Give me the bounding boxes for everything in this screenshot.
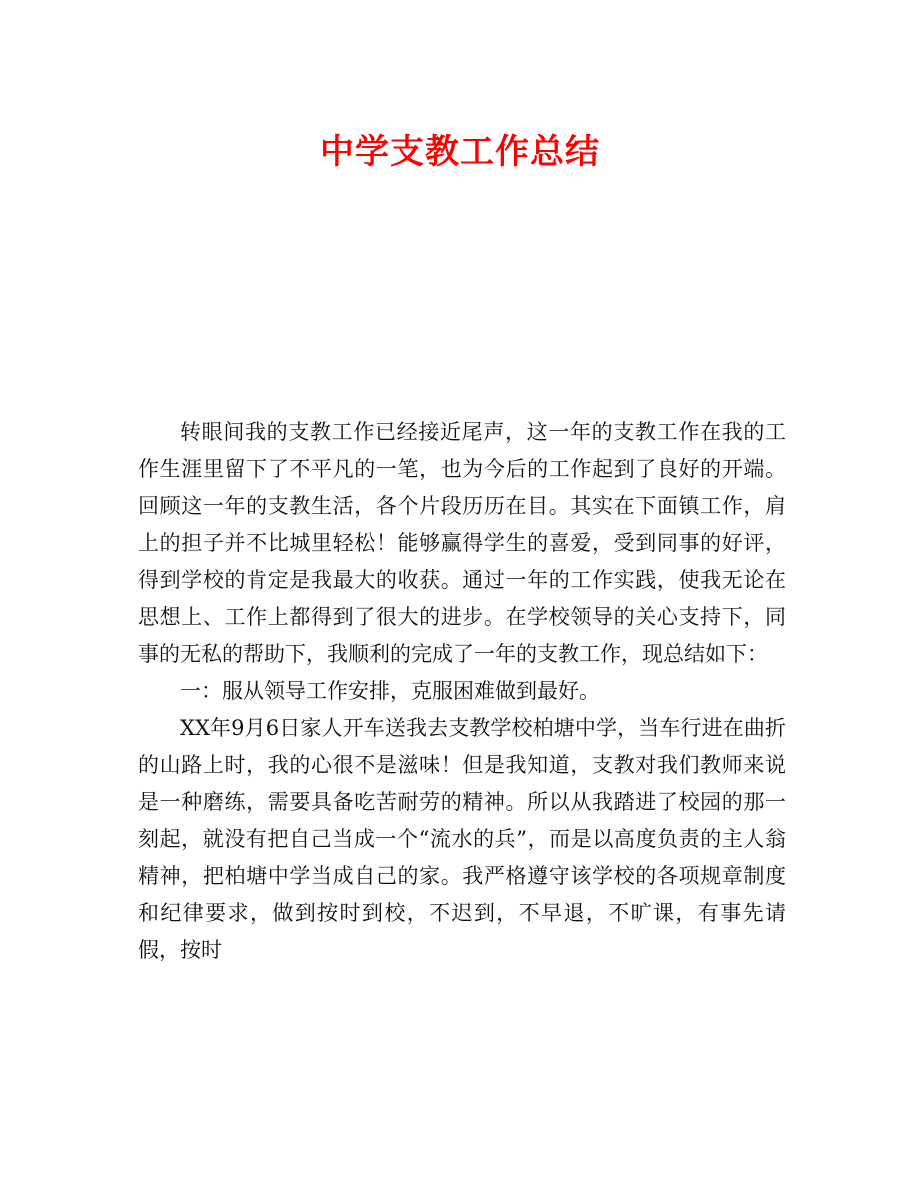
document-title: 中学支教工作总结 (320, 132, 600, 172)
paragraph-intro: 转眼间我的支教工作已经接近尾声，这一年的支教工作在我的工作生涯里留下了不平凡的一笔，也为今后的工作起到了良好的开端。回顾这一年的支教生活，各个片段历历在目。其实在下面镇工作，肩上的担子并不比城里轻松！能够赢得学生的喜爱，受到同事的好评，得到学校的肯定是我最大的收获。通过一年的工作实践，使我无论在思想上、工作上都得到了很大的进步。在学校领导的关心支持下，同事的无私的帮助下，我顺利的完成了一年的支教工作，现总结如下： (138, 420, 786, 666)
paragraph-arrival: XX年9月6日家人开车送我去支教学校柏塘中学，当车行进在曲折的山路上时，我的心很不是滋味！但是我知道，支教对我们教师来说是一种磨练，需要具备吃苦耐劳的精神。所以从我踏进了校园的那一刻起，就没有把自己当成一个“流水的兵”，而是以高度负责的主人翁精神，把柏塘中学当成自己的家。我严格遵守该学校的各项规章制度和纪律要求，做到按时到校，不迟到，不早退，不旷课，有事先请假，按时 (138, 716, 786, 962)
paragraph-section-heading: 一：服从领导工作安排，克服困难做到最好。 (180, 679, 600, 703)
document-body (138, 414, 786, 969)
